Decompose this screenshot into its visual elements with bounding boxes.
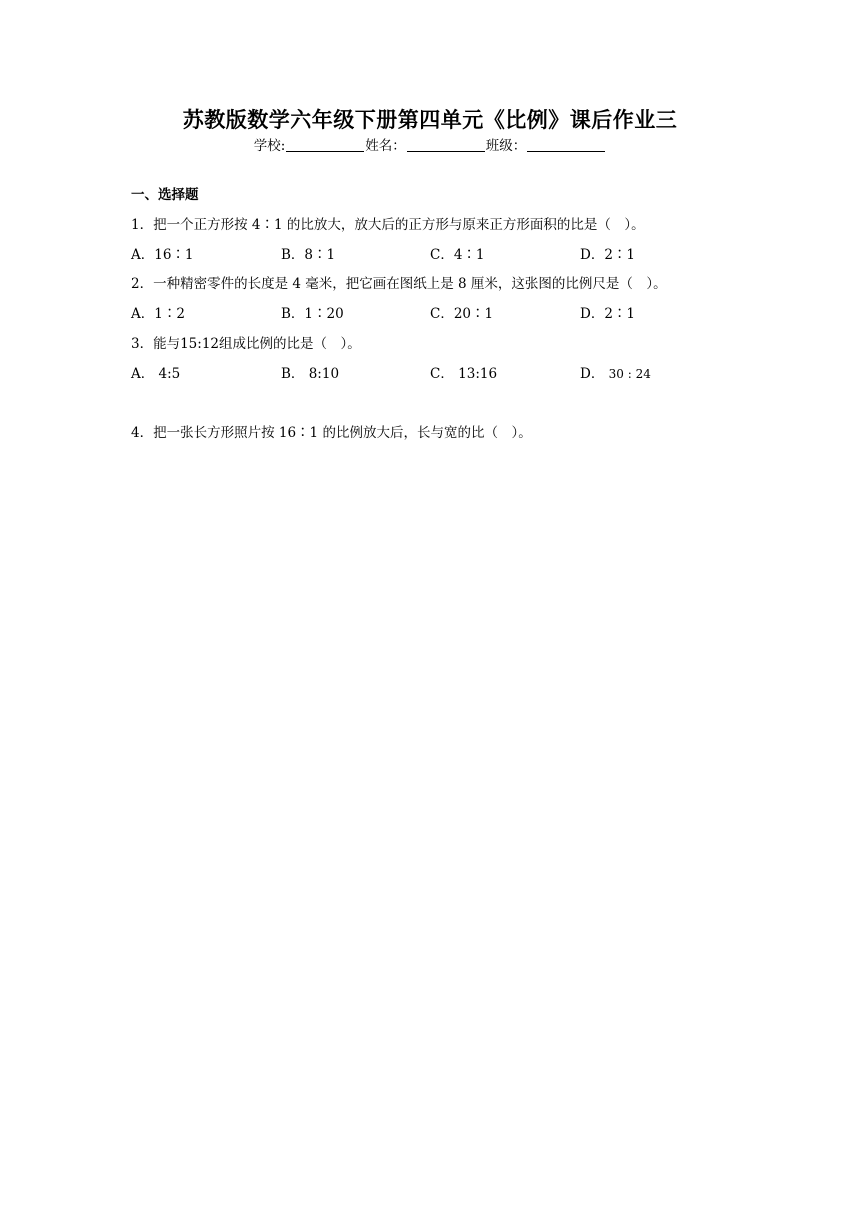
q2-option-c[interactable]: C．20∶1	[430, 306, 494, 322]
q3b-value: 8:10	[308, 366, 340, 382]
question-4: 4．把一张长方形照片按 16∶1 的比例放大后，长与宽的比（ ）。	[131, 425, 532, 441]
class-blank[interactable]	[527, 138, 605, 152]
q2-option-d[interactable]: D．2∶1	[580, 306, 636, 322]
q3c-value: 13:16	[458, 366, 498, 382]
q3c-letter: C．	[430, 366, 454, 382]
school-blank[interactable]	[286, 138, 364, 152]
q1-option-c[interactable]: C．4∶1	[430, 247, 485, 263]
q3-option-b[interactable]	[281, 362, 339, 382]
page-title: 苏教版数学六年级下册第四单元《比例》课后作业三	[182, 108, 678, 132]
name-blank[interactable]	[407, 138, 485, 152]
q3-text-post: 组成比例的比是（ ）。	[219, 336, 361, 352]
q3a-letter: A．	[131, 366, 155, 382]
question-1: 1．把一个正方形按 4∶1 的比放大，放大后的正方形与原来正方形面积的比是（ ）。	[131, 217, 645, 233]
class-label: 班级：	[485, 138, 527, 154]
q3b-letter: B．	[281, 366, 305, 382]
q1-option-b[interactable]: B．8∶1	[281, 247, 336, 263]
q3-text-pre: 3．能与	[131, 336, 181, 352]
q2-option-a[interactable]: A．1∶2	[131, 306, 185, 322]
q3-option-a[interactable]	[131, 362, 180, 382]
q3d-value: 30 : 24	[608, 367, 651, 381]
section-heading-choice: 一、选择题	[131, 187, 199, 203]
q3a-value: 4:5	[158, 366, 181, 382]
q1-option-a[interactable]: A．16∶1	[131, 247, 194, 263]
q3-option-c[interactable]	[430, 362, 497, 382]
name-label: 姓名：	[365, 138, 406, 154]
q1-option-d[interactable]: D．2∶1	[580, 247, 636, 263]
question-2: 2．一种精密零件的长度是 4 毫米，把它画在图纸上是 8 厘米，这张图的比例尺是（ ）。	[131, 276, 667, 292]
q3d-letter: D．	[580, 366, 605, 382]
school-label: 学校:	[253, 138, 286, 154]
q2-option-b[interactable]: B．1∶20	[281, 306, 344, 322]
q3-option-d[interactable]	[580, 362, 651, 382]
student-info-line	[0, 134, 860, 154]
q3-ratio: 15:12	[180, 336, 219, 352]
question-3	[131, 332, 361, 352]
